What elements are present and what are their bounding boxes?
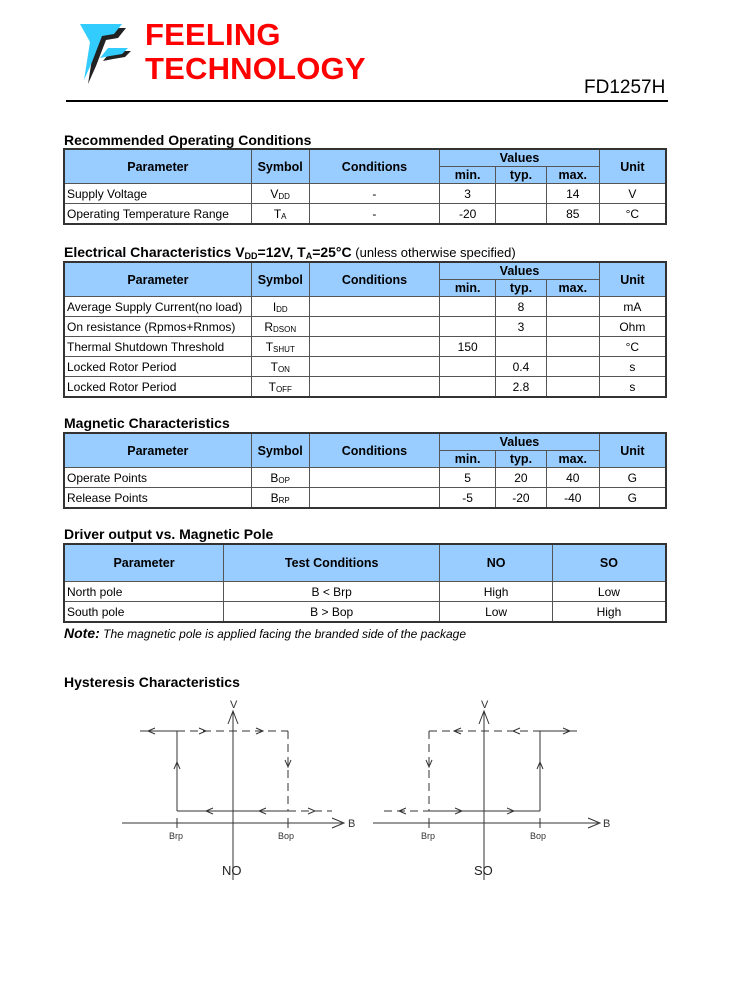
cell-min: 3 — [440, 184, 496, 204]
cell-parameter: Release Points — [64, 488, 251, 509]
cell-parameter: Operating Temperature Range — [64, 204, 251, 225]
left-arrow-icon — [513, 728, 520, 734]
part-number: FD1257H — [584, 77, 666, 98]
company-name-line1: FEELING — [145, 17, 281, 52]
header-symbol: Symbol — [251, 262, 309, 297]
header-parameter: Parameter — [64, 544, 224, 582]
bop-label: Bop — [278, 831, 295, 841]
header-max: max. — [546, 280, 599, 297]
header-typ: typ. — [496, 167, 547, 184]
header-parameter: Parameter — [64, 149, 251, 184]
cell-symbol: $I_{DD}$ — [251, 297, 309, 317]
cell-min: 5 — [440, 468, 496, 488]
cell-parameter: North pole — [64, 582, 224, 602]
cell-test-conditions: B > Bop — [224, 602, 440, 623]
right-arrow-icon — [308, 808, 315, 814]
header-parameter: Parameter — [64, 262, 251, 297]
cell-conditions — [309, 468, 440, 488]
table-row — [64, 488, 666, 509]
header-so: SO — [552, 544, 666, 582]
cell-symbol: $V_{DD}$ — [251, 184, 309, 204]
table-row — [64, 297, 666, 317]
company-name — [145, 18, 366, 86]
cell-unit: °C — [599, 337, 666, 357]
cell-min — [440, 297, 496, 317]
y-axis-label: V — [481, 699, 489, 711]
cell-typ: 3 — [496, 317, 547, 337]
header-typ: typ. — [496, 280, 547, 297]
header-min: min. — [440, 280, 496, 297]
electrical-title: Electrical Characteristics $V_{DD}=12V$, $T_A=25^\circ C$ (unless otherwise specified) — [64, 244, 516, 261]
hysteresis-title: Hysteresis Characteristics — [64, 674, 240, 690]
cell-symbol: $T_{OFF}$ — [251, 377, 309, 398]
cell-conditions — [309, 337, 440, 357]
recommended-table — [63, 148, 667, 225]
cell-max — [546, 377, 599, 398]
cell-typ: 0.4 — [496, 357, 547, 377]
table-row — [64, 582, 666, 602]
header-no: NO — [440, 544, 553, 582]
cell-min — [440, 377, 496, 398]
header-parameter: Parameter — [64, 433, 251, 468]
cell-conditions: - — [309, 204, 440, 225]
header-max: max. — [546, 167, 599, 184]
brp-label: Brp — [421, 831, 436, 841]
cell-max — [546, 297, 599, 317]
cell-conditions — [309, 317, 440, 337]
cell-symbol: $T_{SHUT}$ — [251, 337, 309, 357]
company-logo-icon — [70, 18, 140, 90]
header-min: min. — [440, 451, 496, 468]
driver-note — [64, 625, 466, 641]
cell-parameter: Locked Rotor Period — [64, 357, 251, 377]
header-values: Values — [440, 262, 599, 280]
cell-typ — [496, 204, 547, 225]
cell-parameter: Locked Rotor Period — [64, 377, 251, 398]
cell-symbol: $R_{DSON}$ — [251, 317, 309, 337]
table-row — [64, 204, 666, 225]
header-conditions: Conditions — [309, 262, 440, 297]
cell-min: -20 — [440, 204, 496, 225]
header-unit: Unit — [599, 433, 666, 468]
cell-max — [546, 337, 599, 357]
cell-min — [440, 357, 496, 377]
note-label: Note: — [64, 625, 100, 641]
header-typ: typ. — [496, 451, 547, 468]
table-row — [64, 337, 666, 357]
cell-max: 14 — [546, 184, 599, 204]
magnetic-table — [63, 432, 667, 509]
brp-label: Brp — [169, 831, 184, 841]
table-row — [64, 377, 666, 398]
cell-no: High — [440, 582, 553, 602]
cell-unit: Ohm — [599, 317, 666, 337]
hysteresis-diagram-so — [370, 690, 620, 890]
cell-typ: -20 — [496, 488, 547, 509]
cell-parameter: Thermal Shutdown Threshold — [64, 337, 251, 357]
header-test-conditions: Test Conditions — [224, 544, 440, 582]
table-row — [64, 602, 666, 623]
cell-parameter: Average Supply Current(no load) — [64, 297, 251, 317]
cell-conditions — [309, 377, 440, 398]
cell-parameter: South pole — [64, 602, 224, 623]
so-caption: SO — [474, 863, 493, 878]
table-row — [64, 317, 666, 337]
note-text: The magnetic pole is applied facing the branded side of the package — [99, 627, 467, 641]
cell-max — [546, 317, 599, 337]
electrical-table — [63, 261, 667, 398]
cell-symbol: $T_{ON}$ — [251, 357, 309, 377]
header-conditions: Conditions — [309, 149, 440, 184]
cell-symbol: $B_{OP}$ — [251, 468, 309, 488]
header-divider — [66, 100, 668, 102]
driver-table — [63, 543, 667, 623]
cell-no: Low — [440, 602, 553, 623]
header-values: Values — [440, 433, 600, 451]
cell-unit: V — [599, 184, 666, 204]
x-axis-label: B — [348, 818, 356, 830]
cell-max — [546, 357, 599, 377]
magnetic-title: Magnetic Characteristics — [64, 415, 230, 431]
cell-max: -40 — [546, 488, 599, 509]
company-name-line2: TECHNOLOGY — [145, 51, 366, 86]
cell-unit: °C — [599, 204, 666, 225]
cell-conditions — [309, 357, 440, 377]
cell-unit: G — [599, 488, 666, 509]
cell-parameter: On resistance (Rpmos+Rnmos) — [64, 317, 251, 337]
hysteresis-diagram-no — [110, 690, 370, 890]
cell-parameter: Supply Voltage — [64, 184, 251, 204]
header-max: max. — [546, 451, 599, 468]
table-row — [64, 357, 666, 377]
cell-max: 40 — [546, 468, 599, 488]
x-axis-label: B — [603, 818, 611, 830]
cell-max: 85 — [546, 204, 599, 225]
cell-unit: G — [599, 468, 666, 488]
cell-conditions — [309, 488, 440, 509]
cell-unit: s — [599, 357, 666, 377]
driver-title: Driver output vs. Magnetic Pole — [64, 526, 274, 542]
cell-typ — [496, 337, 547, 357]
header-conditions: Conditions — [309, 433, 440, 468]
cell-test-conditions: B < Brp — [224, 582, 440, 602]
cell-typ: 20 — [496, 468, 547, 488]
cell-typ: 2.8 — [496, 377, 547, 398]
right-arrow-icon — [199, 728, 206, 734]
table-row — [64, 468, 666, 488]
header-symbol: Symbol — [251, 149, 309, 184]
cell-symbol: $T_A$ — [251, 204, 309, 225]
cell-min: -5 — [440, 488, 496, 509]
header-symbol: Symbol — [251, 433, 309, 468]
cell-min: 150 — [440, 337, 496, 357]
header-unit: Unit — [599, 262, 666, 297]
bop-label: Bop — [530, 831, 547, 841]
y-axis-label: V — [230, 699, 238, 711]
cell-conditions: - — [309, 184, 440, 204]
cell-so: Low — [552, 582, 666, 602]
table-row — [64, 184, 666, 204]
cell-unit: s — [599, 377, 666, 398]
cell-typ — [496, 184, 547, 204]
cell-conditions — [309, 297, 440, 317]
header-min: min. — [440, 167, 496, 184]
cell-symbol: $B_{RP}$ — [251, 488, 309, 509]
header-values: Values — [440, 149, 600, 167]
cell-min — [440, 317, 496, 337]
cell-so: High — [552, 602, 666, 623]
header-unit: Unit — [599, 149, 666, 184]
cell-parameter: Operate Points — [64, 468, 251, 488]
cell-unit: mA — [599, 297, 666, 317]
cell-typ: 8 — [496, 297, 547, 317]
no-caption: NO — [222, 863, 242, 878]
recommended-title: Recommended Operating Conditions — [64, 132, 312, 148]
